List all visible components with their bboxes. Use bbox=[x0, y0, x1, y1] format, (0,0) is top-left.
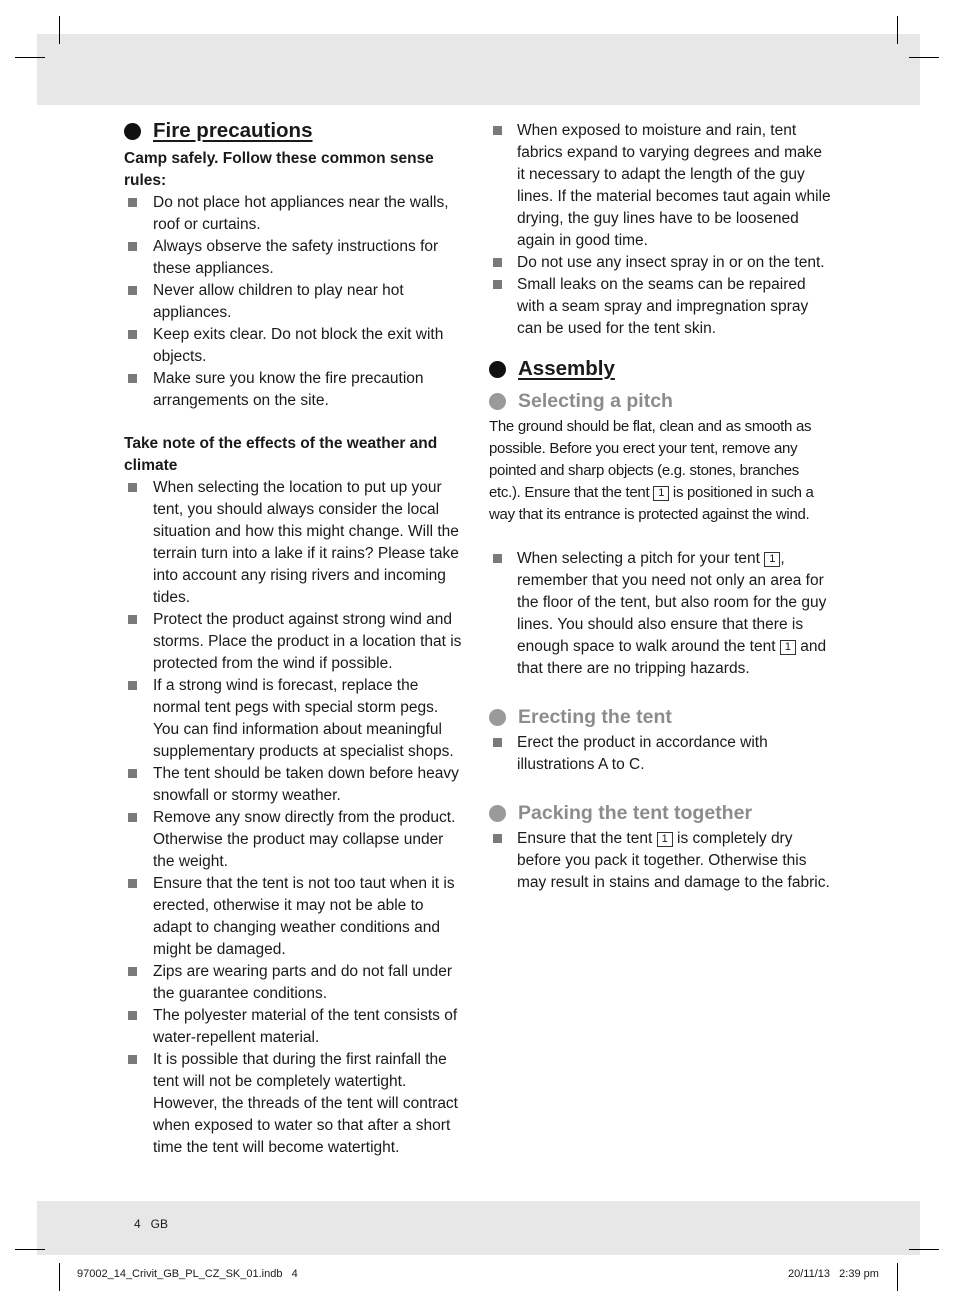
list-item: When selecting a pitch for your tent 1 , remember that you need not only an area for the floor of the tent, but also room for the guy lines. You should also ensure that there is enough space to walk around the tent 1 and that there are no tripping hazards. bbox=[489, 548, 834, 680]
assembly-heading: Assembly bbox=[489, 358, 834, 380]
fire-rules-list bbox=[124, 192, 464, 412]
list-item: The polyester material of the tent consists of water-repellent material. bbox=[124, 1005, 464, 1049]
part-reference-number: 1 bbox=[780, 640, 796, 655]
erect-list bbox=[489, 732, 834, 776]
bullet-dot-icon bbox=[489, 805, 506, 822]
erecting-tent-heading: Erecting the tent bbox=[489, 706, 834, 728]
list-item: Remove any snow directly from the product. Otherwise the product may collapse under the weight. bbox=[124, 807, 464, 873]
fire-precautions-heading: Fire precautions bbox=[124, 120, 464, 142]
bullet-dot-icon bbox=[489, 361, 506, 378]
list-item: Erect the product in accordance with illustrations A to C. bbox=[489, 732, 834, 776]
pitch-list bbox=[489, 548, 834, 680]
bullet-dot-icon bbox=[124, 123, 141, 140]
list-item: The tent should be taken down before heavy snowfall or stormy weather. bbox=[124, 763, 464, 807]
list-item: Do not place hot appliances near the walls, roof or curtains. bbox=[124, 192, 464, 236]
list-item: When selecting the location to put up your tent, you should always consider the local situation and how this might change. Will the terrain turn into a lake if it rains? Please take into account any rising rivers and incoming tides. bbox=[124, 477, 464, 609]
bullet-dot-icon bbox=[489, 709, 506, 726]
part-reference-number: 1 bbox=[764, 552, 780, 567]
list-item: Do not use any insect spray in or on the tent. bbox=[489, 252, 834, 274]
list-item: Zips are wearing parts and do not fall under the guarantee conditions. bbox=[124, 961, 464, 1005]
pitch-paragraph: The ground should be flat, clean and as smooth as possible. Before you erect your tent, remove any pointed and sharp objects (e.g. stones, branches etc.). Ensure that the tent 1 is positioned in such a way that its entrance is protected against the wind. bbox=[489, 418, 814, 523]
left-column bbox=[124, 120, 464, 1159]
list-item: Ensure that the tent is not too taut when it is erected, otherwise it may not be able to adapt to changing weather conditions and might be damaged. bbox=[124, 873, 464, 961]
crop-mark bbox=[909, 1249, 939, 1250]
part-reference-number: 1 bbox=[653, 486, 669, 501]
pack-list bbox=[489, 828, 834, 894]
weather-list bbox=[124, 477, 464, 1159]
crop-mark bbox=[59, 16, 60, 44]
print-date: 20/11/13 2:39 pm bbox=[788, 1268, 879, 1280]
footer-band bbox=[37, 1201, 920, 1255]
crop-mark bbox=[909, 57, 939, 58]
part-reference-number: 1 bbox=[657, 832, 673, 847]
list-item: If a strong wind is forecast, replace the normal tent pegs with special storm pegs. You can find information about meaningful supplementary products at specialist shops. bbox=[124, 675, 464, 763]
list-item: When exposed to moisture and rain, tent fabrics expand to varying degrees and make it necessary to adapt the length of the guy lines. If the material becomes taut again while drying, the guy lines have to be loosened again in good time. bbox=[489, 120, 834, 252]
header-band bbox=[37, 34, 920, 105]
list-item: Always observe the safety instructions for these appliances. bbox=[124, 236, 464, 280]
list-item: It is possible that during the first rainfall the tent will not be completely watertight. However, the threads of the tent will contract when exposed to water so that after a short time the tent will become watertight. bbox=[124, 1049, 464, 1159]
list-item: Never allow children to play near hot appliances. bbox=[124, 280, 464, 324]
selecting-pitch-heading: Selecting a pitch bbox=[489, 390, 834, 412]
page-number: 4 GB bbox=[134, 1217, 169, 1231]
crop-mark bbox=[59, 1263, 60, 1291]
fire-subheading: Camp safely. Follow these common sense rules: bbox=[124, 150, 434, 189]
crop-mark bbox=[897, 1263, 898, 1291]
list-item: Make sure you know the fire precaution arrangements on the site. bbox=[124, 368, 464, 412]
weather-subheading: Take note of the effects of the weather and climate bbox=[124, 435, 438, 474]
list-item: Protect the product against strong wind and storms. Place the product in a location that is protected from the wind if possible. bbox=[124, 609, 464, 675]
file-name: 97002_14_Crivit_GB_PL_CZ_SK_01.indb 4 bbox=[77, 1268, 298, 1280]
right-column bbox=[489, 120, 834, 894]
list-item: Small leaks on the seams can be repaired with a seam spray and impregnation spray can be used for the tent skin. bbox=[489, 274, 834, 340]
crop-mark bbox=[15, 57, 45, 58]
bullet-dot-icon bbox=[489, 393, 506, 410]
weather-list-continued bbox=[489, 120, 834, 340]
list-item: Keep exits clear. Do not block the exit with objects. bbox=[124, 324, 464, 368]
crop-mark bbox=[15, 1249, 45, 1250]
list-item: Ensure that the tent 1 is completely dry before you pack it together. Otherwise this may result in stains and damage to the fabric. bbox=[489, 828, 834, 894]
crop-mark bbox=[897, 16, 898, 44]
packing-tent-heading: Packing the tent together bbox=[489, 802, 834, 824]
